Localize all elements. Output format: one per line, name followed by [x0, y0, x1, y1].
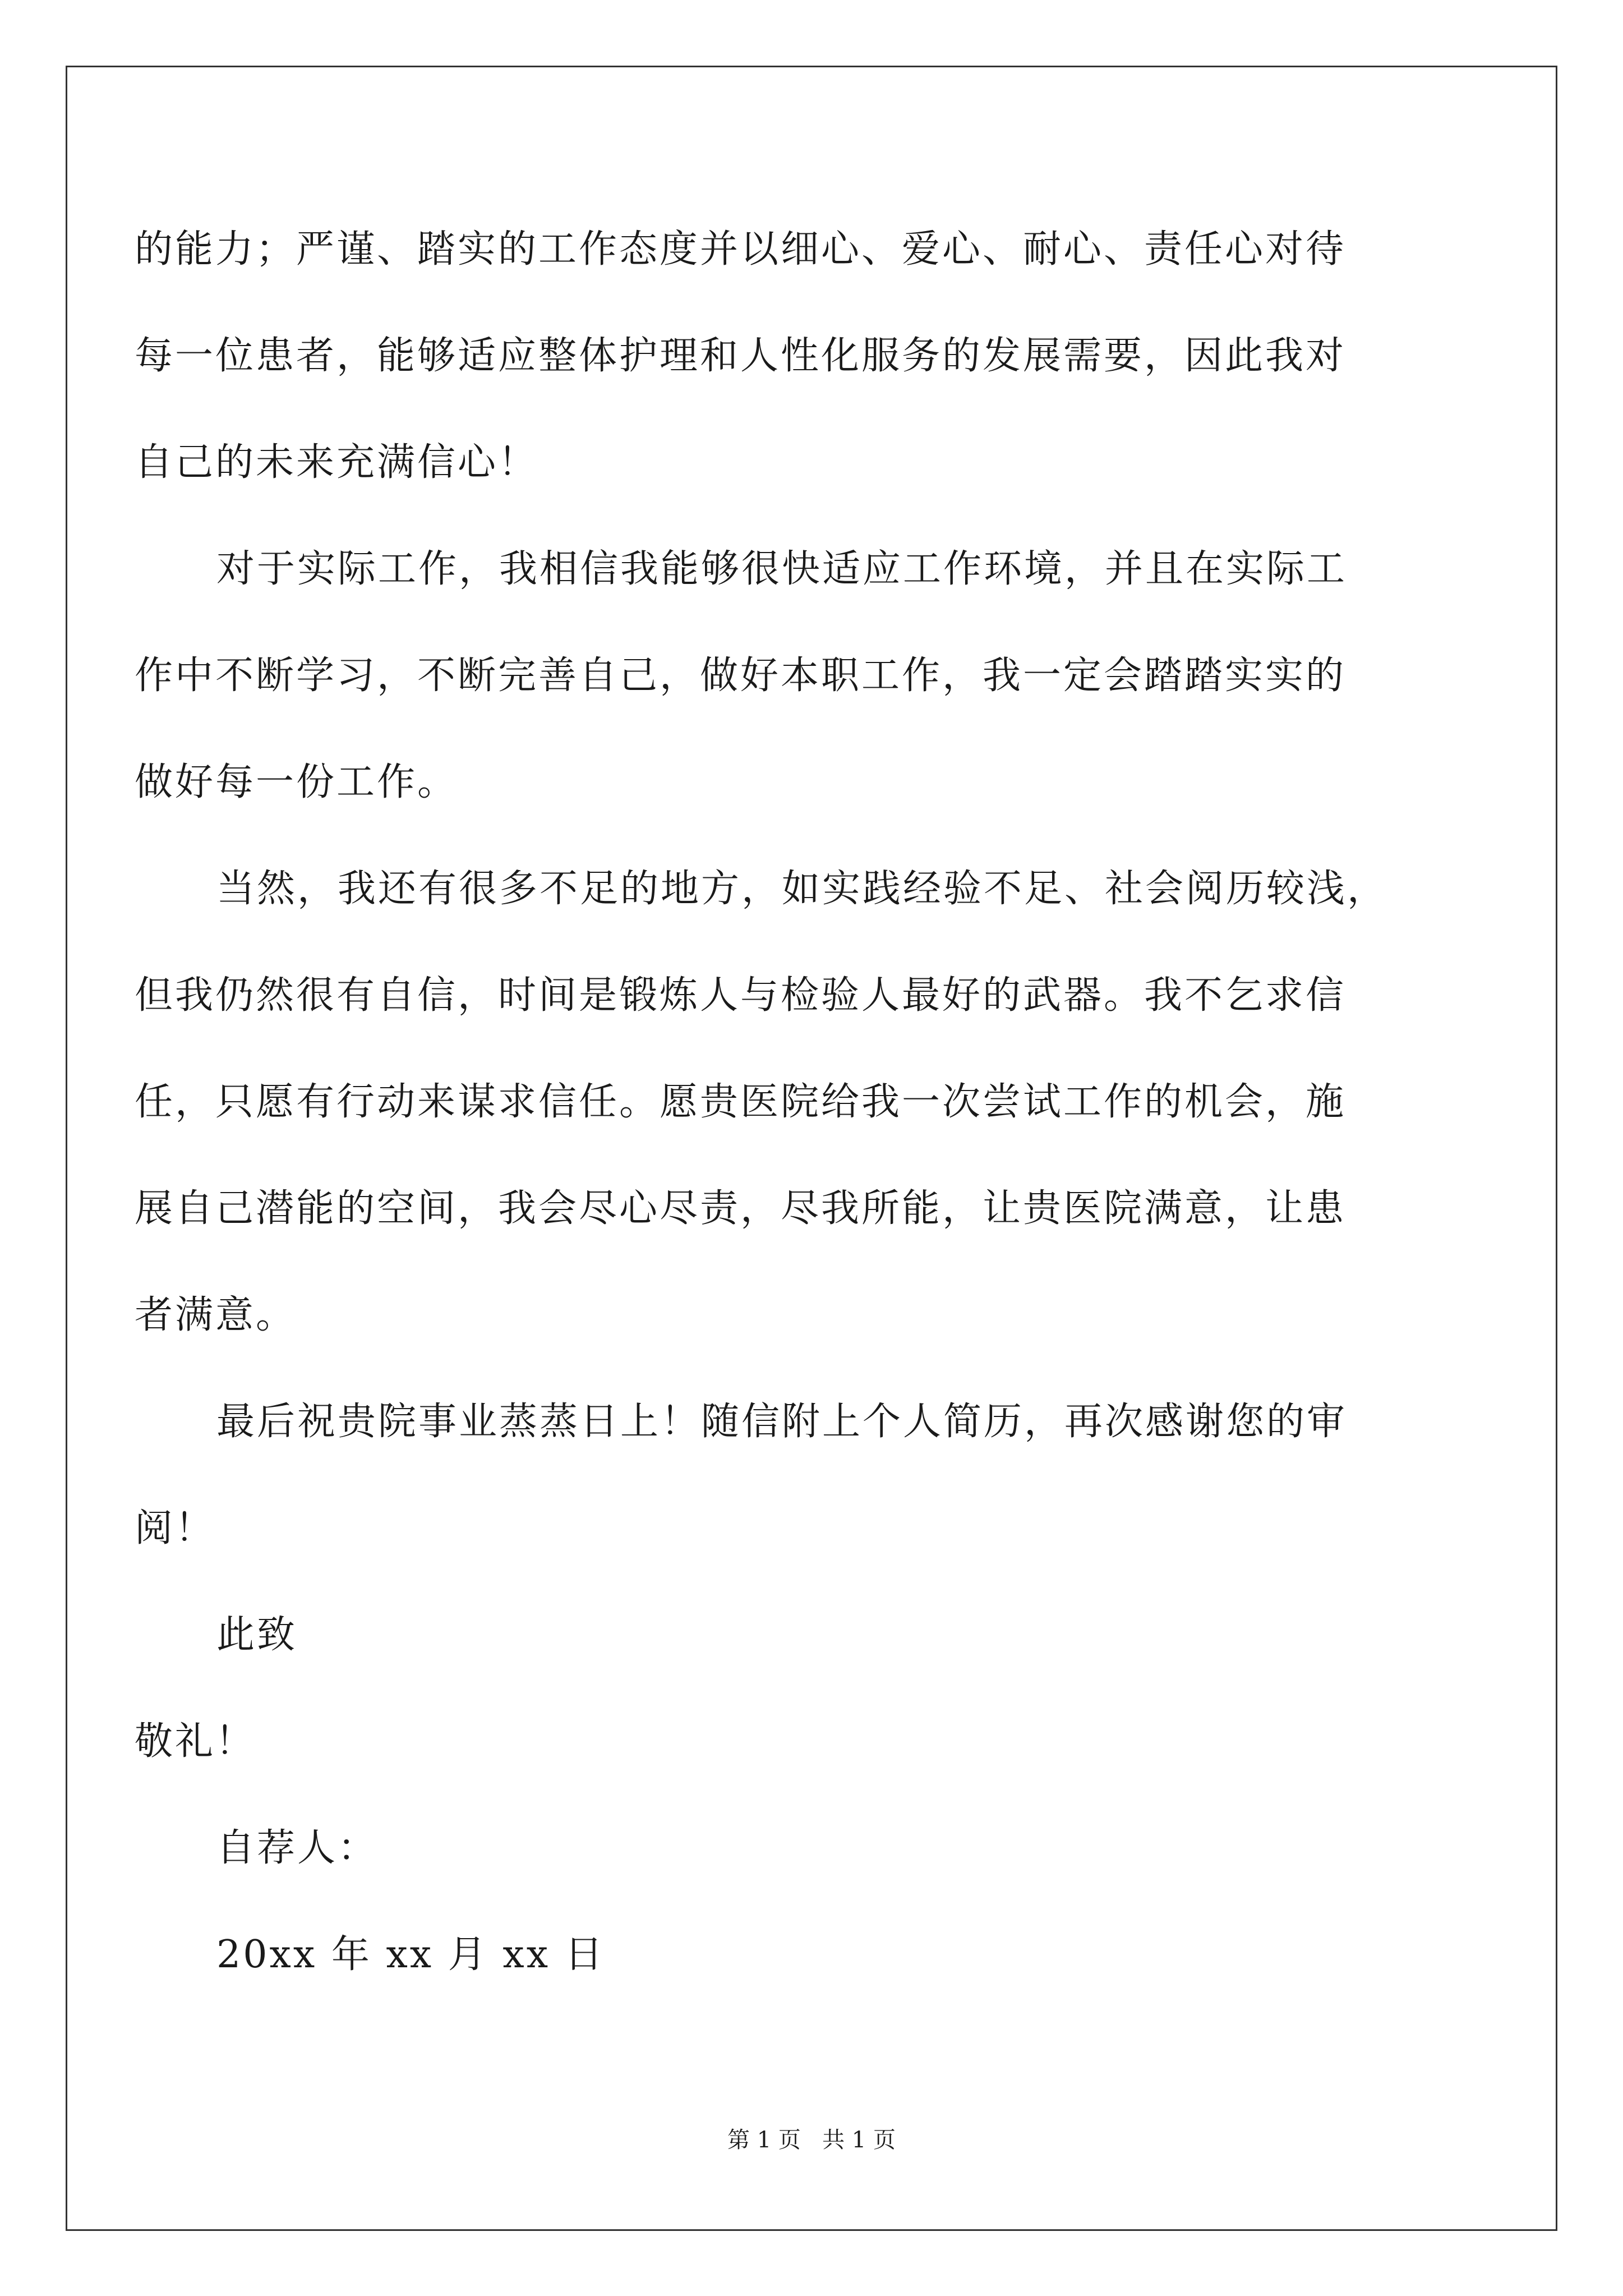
paragraph-line: 作中不断学习，不断完善自己，做好本职工作，我一定会踏踏实实的	[135, 654, 1347, 698]
paragraph-line: 最后祝贵院事业蒸蒸日上！随信附上个人简历，再次感谢您的审	[216, 1400, 1348, 1444]
letter-body	[135, 0, 1503, 2296]
paragraph-line: 自己的未来充满信心！	[135, 440, 539, 485]
letter-date: 20xx 年 xx 月 xx 日	[216, 1932, 605, 1977]
paragraph-line: 阅！	[135, 1506, 216, 1550]
paragraph-line: 做好每一份工作。	[135, 760, 458, 804]
paragraph-line: 者满意。	[135, 1293, 297, 1337]
paragraph-line: 的能力；严谨、踏实的工作态度并以细心、爱心、耐心、责任心对待	[135, 227, 1347, 272]
paragraph-line: 但我仍然很有自信，时间是锻炼人与检验人最好的武器。我不乞求信	[135, 973, 1347, 1018]
paragraph-line: 任，只愿有行动来谋求信任。愿贵医院给我一次尝试工作的机会，施	[135, 1080, 1347, 1124]
closing-greeting: 此致	[216, 1613, 298, 1657]
paragraph-line: 对于实际工作，我相信我能够很快适应工作环境，并且在实际工	[216, 547, 1348, 591]
closing-salute: 敬礼！	[135, 1719, 256, 1764]
paragraph-line: 每一位患者，能够适应整体护理和人性化服务的发展需要，因此我对	[135, 334, 1347, 378]
paragraph-line: 展自己潜能的空间，我会尽心尽责，尽我所能，让贵医院满意，让患	[135, 1186, 1347, 1231]
paragraph-line: 当然，我还有很多不足的地方，如实践经验不足、社会阅历较浅，	[216, 867, 1388, 911]
signer-label: 自荐人：	[216, 1826, 379, 1870]
page-number-footer: 第 1 页 共 1 页	[727, 2127, 896, 2153]
